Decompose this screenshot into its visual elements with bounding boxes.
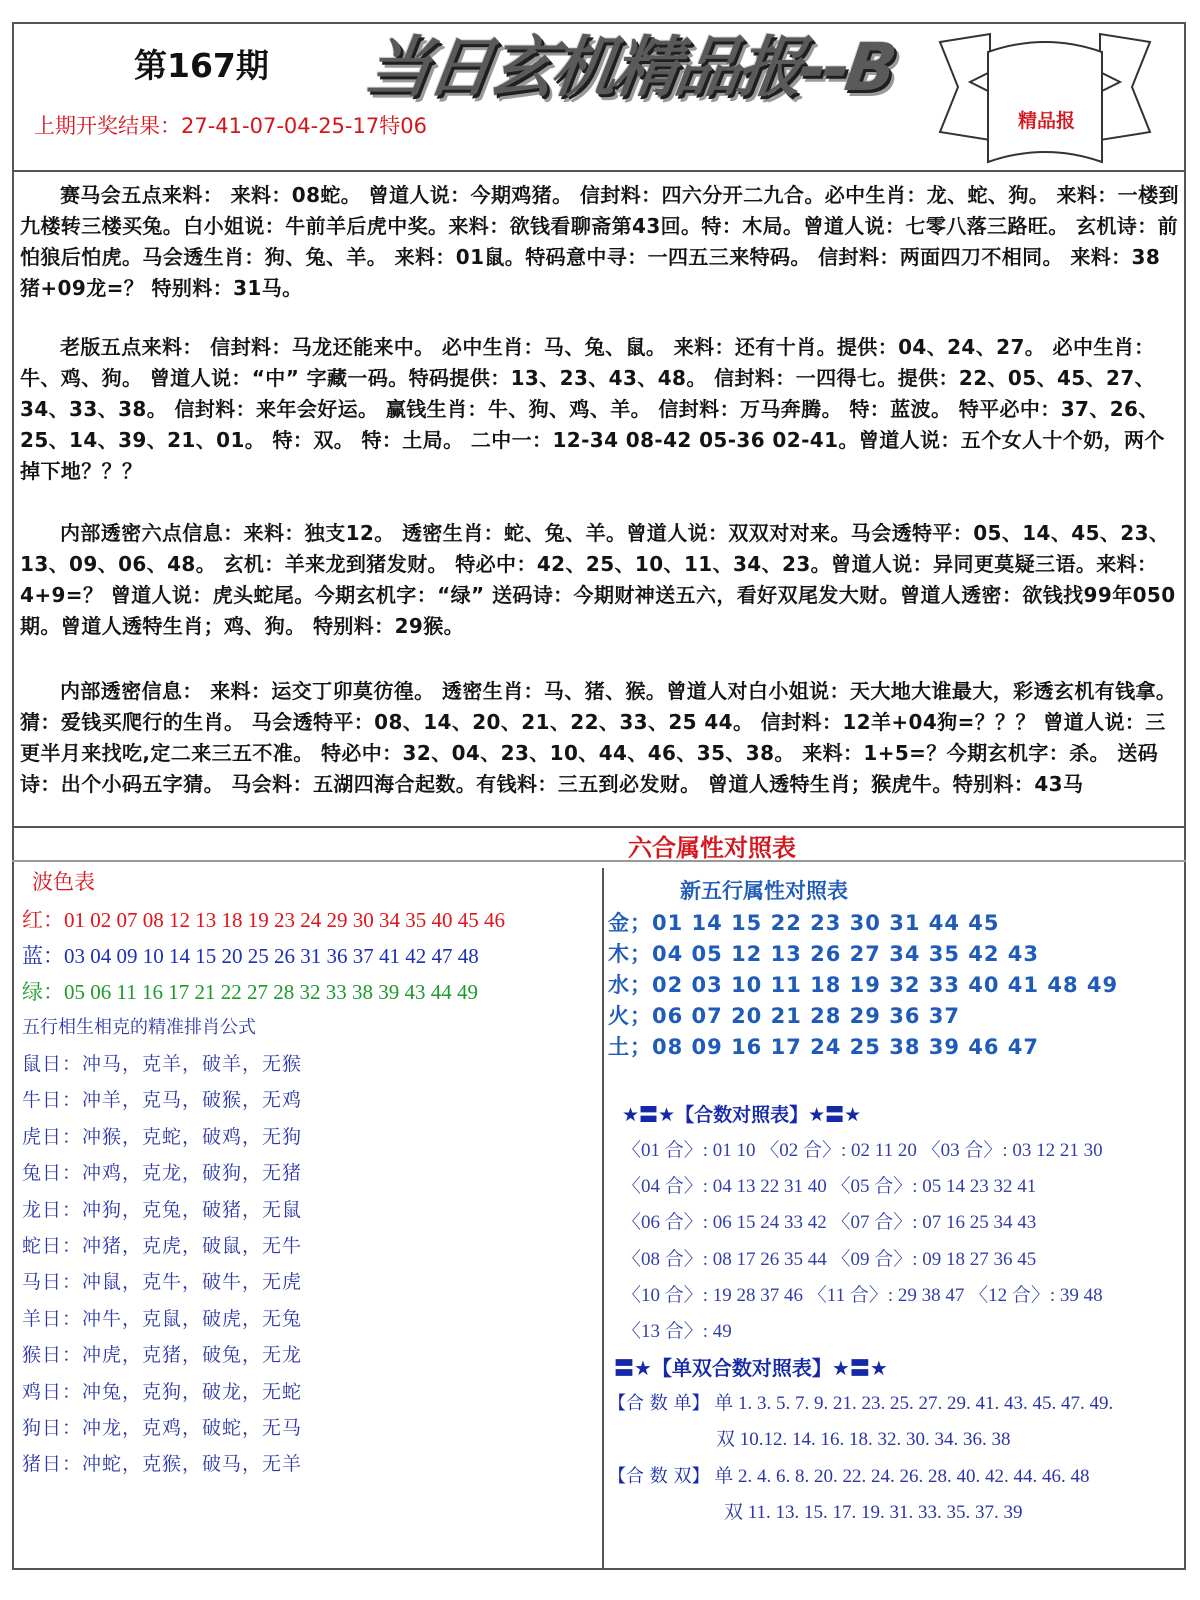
column-divider bbox=[602, 868, 604, 1568]
wave-row-blue: 蓝：03 04 09 10 14 15 20 25 26 31 36 37 41 42 47 48 bbox=[22, 944, 479, 968]
danshuang-dan-label: 【合 数 单】 bbox=[608, 1393, 710, 1415]
badge-label: 精品报 bbox=[1018, 110, 1076, 132]
wuxing-row: 金；01 14 15 22 23 30 31 44 45 bbox=[608, 911, 1000, 935]
danshuang-dan-row bbox=[608, 1386, 1178, 1422]
article-text: 赛马会五点来料： 来料：08蛇。 曾道人说：今期鸡猪。 信封料：四六分开二九合。必中生肖：龙、蛇、狗。 来料：一楼到九楼转三楼买兔。白小姐说：牛前羊后虎中奖。来料：欲钱看聊斋第43回。特：木局。曾道人说：七零八落三路旺。 玄机诗：前怕狼后怕虎。马会透生肖：狗、兔、羊。 来料：01鼠。特码意中寻：一四五三来特码。 信封料：两面四刀不相同。 来料：38猪+09龙=？ 特别料：31马。 bbox=[20, 183, 1179, 300]
formula-row: 狗日：冲龙，克鸡，破蛇，无马 bbox=[22, 1416, 303, 1439]
article-text: 老版五点来料： 信封料：马龙还能来中。 必中生肖：马、兔、鼠。 来料：还有十肖。提供：04、24、27。 必中生肖：牛、鸡、狗。 曾道人说：“中” 字藏一码。特码提供：13、23、43、48。 信封料：一四得七。提供：22、05、45、27、34、33、38。 信封料：来年会好运。 赢钱生肖：牛、狗、鸡、羊。 信封料：万马奔腾。 特：蓝波。 特平必中：37、26、25、14、39、21、01。 特：双。 特：土局。 二中一：12-34 08-42 05-36 02-41。曾道人说：五个女人十个奶，两个掉下地？？？ bbox=[20, 335, 1165, 483]
formula-row: 龙日：冲狗，克兔，破猪，无鼠 bbox=[22, 1198, 303, 1221]
formula-row: 猪日：冲蛇，克猴，破马，无羊 bbox=[22, 1453, 303, 1476]
last-result: 上期开奖结果：27-41-07-04-25-17特06 bbox=[34, 114, 427, 138]
article-laoban bbox=[20, 332, 1180, 487]
section-title: 六合属性对照表 bbox=[628, 834, 796, 862]
heshu-row: 〈06 合〉: 06 15 24 33 42 〈07 合〉: 07 16 25 34 43 bbox=[622, 1212, 1037, 1234]
formula-title: 五行相生相克的精准排肖公式 bbox=[22, 1017, 256, 1038]
danshuang-shuang-values: 单 2. 4. 6. 8. 20. 22. 24. 26. 28. 40. 42. 44. 46. 48 bbox=[714, 1465, 1090, 1487]
wave-row-red: 红：01 02 07 08 12 13 18 19 23 24 29 30 34 35 40 45 46 bbox=[22, 908, 505, 932]
heshu-row: 〈13 合〉: 49 bbox=[622, 1320, 732, 1342]
danshuang-shuang-label: 【合 数 双】 bbox=[608, 1465, 710, 1487]
wuxing-row: 火；06 07 20 21 28 29 36 37 bbox=[608, 1004, 960, 1028]
article-text: 内部透密六点信息：来料：独支12。 透密生肖：蛇、兔、羊。曾道人说：双双对对来。马会透特平：05、14、45、23、13、09、06、48。 玄机：羊来龙到猪发财。 特必中：42、25、10、11、34、23。曾道人说：异同更莫疑三语。来料：4+9=？ 曾道人说：虎头蛇尾。今期玄机字：“绿” 送码诗：今期财神送五六，看好双尾发大财。曾道人透密：欲钱找99年050期。曾道人透特生肖；鸡、狗。 特别料：29猴。 bbox=[20, 521, 1176, 638]
article-neibu bbox=[20, 676, 1180, 800]
danshuang-shuang-row bbox=[608, 1459, 1178, 1495]
ribbon-icon bbox=[930, 12, 1160, 170]
heshu-row: 〈08 合〉: 08 17 26 35 44 〈09 合〉: 09 18 27 36 45 bbox=[622, 1248, 1037, 1270]
danshuang-shuang-row2: 双 11. 13. 15. 17. 19. 31. 33. 35. 37. 39 bbox=[724, 1501, 1023, 1523]
left-column bbox=[22, 866, 592, 1483]
wuxing-row: 土；08 09 16 17 24 25 38 39 46 47 bbox=[608, 1035, 1040, 1059]
right-column bbox=[608, 874, 1178, 1531]
wave-row-green: 绿：05 06 11 16 17 21 22 27 28 32 33 38 39 43 44 49 bbox=[22, 980, 478, 1004]
formula-row: 蛇日：冲猪，克虎，破鼠，无牛 bbox=[22, 1234, 303, 1257]
wave-table-title: 波色表 bbox=[32, 870, 95, 894]
danshuang-title: 〓★【单双合数对照表】★〓★ bbox=[614, 1356, 888, 1381]
page-title: 当日玄机精品报--B bbox=[359, 29, 898, 106]
formula-row: 鸡日：冲兔，克狗，破龙，无蛇 bbox=[22, 1380, 303, 1403]
formula-row: 羊日：冲牛，克鼠，破虎，无兔 bbox=[22, 1307, 303, 1330]
danshuang-dan-row2: 双 10.12. 14. 16. 18. 32. 30. 34. 36. 38 bbox=[716, 1429, 1011, 1451]
heshu-row: 〈10 合〉: 19 28 37 46 〈11 合〉: 29 38 47 〈12 合〉: 39 48 bbox=[622, 1284, 1103, 1306]
heshu-row: 〈01 合〉: 01 10 〈02 合〉: 02 11 20 〈03 合〉: 03 12 21 30 bbox=[622, 1140, 1103, 1161]
wuxing-row: 水；02 03 10 11 18 19 32 33 40 41 48 49 bbox=[608, 973, 1119, 997]
issue-number: 第167期 bbox=[134, 46, 269, 85]
article-text: 内部透密信息： 来料：运交丁卯莫彷徨。 透密生肖：马、猪、猴。曾道人对白小姐说：天大地大谁最大，彩透玄机有钱拿。猜：爱钱买爬行的生肖。 马会透特平：08、14、20、21、22、33、25 44。 信封料：12羊+04狗=？？？ 曾道人说：三更半月来找吃,定二来三五不准。 特必中：32、04、23、10、44、46、35、38。 来料：1+5=？今期玄机字：杀。 送码诗：出个小码五字猜。 马会料：五湖四海合起数。有钱料：三五到必发财。 曾道人透特生肖；猴虎牛。特别料：43马 bbox=[20, 679, 1177, 796]
formula-row: 鼠日：冲马，克羊，破羊，无猴 bbox=[22, 1053, 303, 1075]
danshuang-dan-values: 单 1. 3. 5. 7. 9. 21. 23. 25. 27. 29. 41. 43. 45. 47. 49. bbox=[714, 1393, 1114, 1415]
wuxing-title: 新五行属性对照表 bbox=[680, 879, 848, 903]
heshu-row: 〈04 合〉: 04 13 22 31 40 〈05 合〉: 05 14 23 32 41 bbox=[622, 1176, 1037, 1198]
article-neibu-six bbox=[20, 518, 1180, 642]
formula-row: 马日：冲鼠，克牛，破牛，无虎 bbox=[22, 1271, 303, 1294]
formula-row: 兔日：冲鸡，克龙，破狗，无猪 bbox=[22, 1162, 303, 1185]
formula-row: 牛日：冲羊，克马，破猴，无鸡 bbox=[22, 1089, 303, 1112]
wuxing-row: 木；04 05 12 13 26 27 34 35 42 43 bbox=[608, 942, 1040, 966]
article-saimahui bbox=[20, 180, 1180, 304]
heshu-title: ★〓★【合数对照表】★〓★ bbox=[622, 1104, 862, 1126]
section-title-bar bbox=[12, 826, 1186, 862]
formula-row: 猴日：冲虎，克猪，破兔，无龙 bbox=[22, 1344, 303, 1367]
formula-row: 虎日：冲猴，克蛇，破鸡，无狗 bbox=[22, 1125, 303, 1148]
